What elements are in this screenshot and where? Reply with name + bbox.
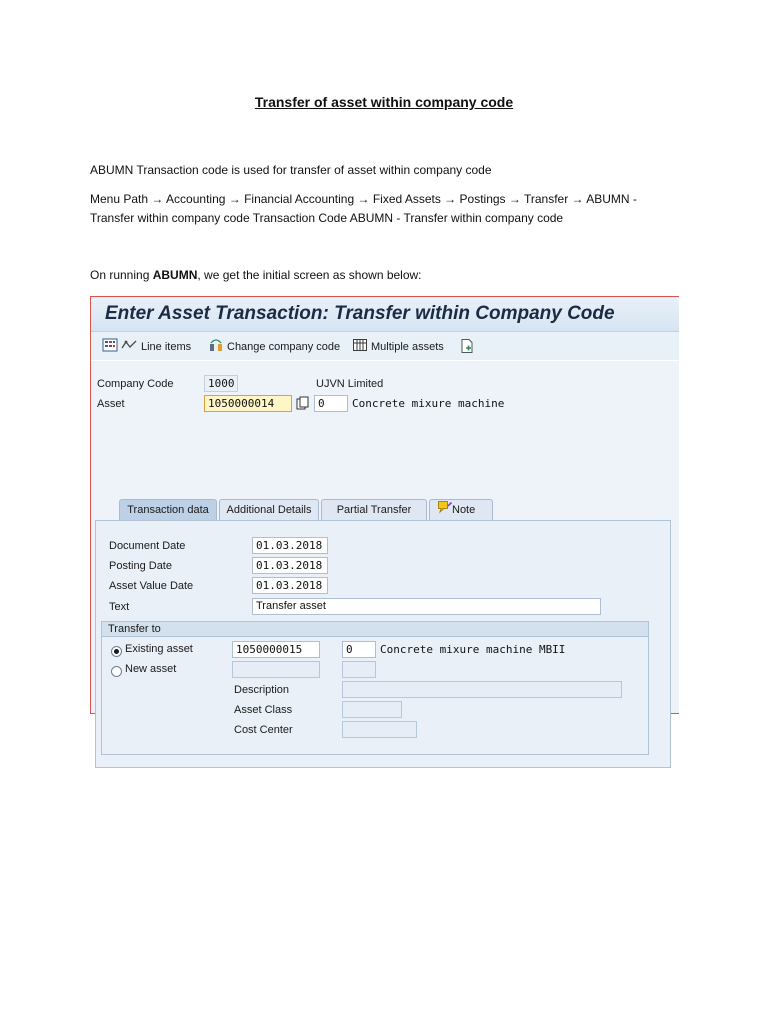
cost-center-field[interactable] — [342, 721, 417, 738]
change-company-icon — [209, 339, 223, 355]
asset-subnumber-field[interactable]: 0 — [314, 395, 348, 412]
company-code-field[interactable]: 1000 — [204, 375, 238, 392]
running-text-after: , we get the initial screen as shown below: — [197, 268, 422, 282]
running-text-before: On running — [90, 268, 153, 282]
asset-class-label: Asset Class — [234, 704, 293, 716]
tab-note-label: Note — [452, 504, 476, 516]
table-grid-icon — [353, 339, 367, 354]
posting-date-field[interactable]: 01.03.2018 — [252, 557, 328, 574]
multiple-assets-label: Multiple assets — [371, 340, 444, 353]
posting-date-label: Posting Date — [109, 560, 172, 572]
sap-toolbar — [91, 332, 679, 360]
company-name: UJVN Limited — [316, 378, 384, 390]
tab-transaction-data[interactable]: Transaction data — [119, 499, 217, 522]
intro-paragraph: ABUMN Transaction code is used for transfer of asset within company code — [90, 163, 492, 177]
document-date-field[interactable]: 01.03.2018 — [252, 537, 328, 554]
existing-asset-radio[interactable] — [111, 646, 122, 657]
document-title: Transfer of asset within company code — [254, 94, 514, 110]
change-company-code-label: Change company code — [227, 341, 341, 353]
sap-title-bar — [91, 297, 679, 332]
new-asset-radio[interactable] — [111, 666, 122, 677]
overview-grid-icon — [103, 339, 117, 354]
text-label: Text — [109, 601, 130, 613]
new-asset-number-field[interactable] — [232, 661, 320, 678]
sap-form-area — [91, 361, 679, 736]
transaction-code-bold: ABUMN — [152, 268, 198, 282]
menu-path-paragraph: Menu Path → Accounting → Financial Accounting → Fixed Assets → Postings → Transfer → ABUMN - Transfer within company code Transaction Code ABUMN - Transfer within company code — [90, 192, 637, 225]
existing-asset-description: Concrete mixure machine MBII — [380, 643, 566, 656]
sap-screenshot — [90, 296, 679, 736]
change-company-code-button[interactable] — [209, 339, 340, 355]
note-icon — [438, 500, 452, 520]
company-code-label: Company Code — [97, 378, 174, 390]
new-asset-label: New asset — [125, 663, 177, 675]
line-items-label: Line items — [141, 340, 192, 353]
existing-asset-subnumber-field[interactable]: 0 — [342, 641, 376, 658]
tab-partial-transfer[interactable]: Partial Transfer — [321, 499, 427, 521]
description-field[interactable] — [342, 681, 622, 698]
line-items-button[interactable] — [103, 339, 191, 354]
asset-class-field[interactable] — [342, 701, 402, 718]
asset-value-date-field[interactable]: 01.03.2018 — [252, 577, 328, 594]
new-asset-subnumber-field[interactable] — [342, 661, 376, 678]
document-date-label: Document Date — [109, 540, 186, 552]
asset-number-field[interactable]: 1050000014 — [204, 395, 292, 412]
existing-asset-label: Existing asset — [125, 643, 193, 655]
asset-description: Concrete mixure machine — [352, 397, 505, 410]
asset-label: Asset — [97, 398, 125, 410]
line-items-icon — [121, 339, 137, 354]
existing-asset-number-field[interactable]: 1050000015 — [232, 641, 320, 658]
sap-window-title: Enter Asset Transaction: Transfer within Company Code — [105, 303, 615, 324]
description-label: Description — [234, 684, 290, 696]
transfer-to-header: Transfer to — [101, 621, 649, 637]
copy-icon[interactable] — [296, 396, 310, 415]
tab-additional-details[interactable]: Additional Details — [219, 499, 319, 521]
new-document-icon — [461, 339, 473, 356]
cost-center-label: Cost Center — [234, 724, 293, 736]
multiple-assets-button[interactable] — [353, 339, 444, 354]
running-paragraph — [90, 266, 680, 285]
tab-note[interactable] — [429, 499, 493, 521]
asset-value-date-label: Asset Value Date — [109, 580, 194, 592]
text-field[interactable]: Transfer asset — [252, 598, 601, 615]
new-document-button[interactable] — [461, 339, 477, 356]
